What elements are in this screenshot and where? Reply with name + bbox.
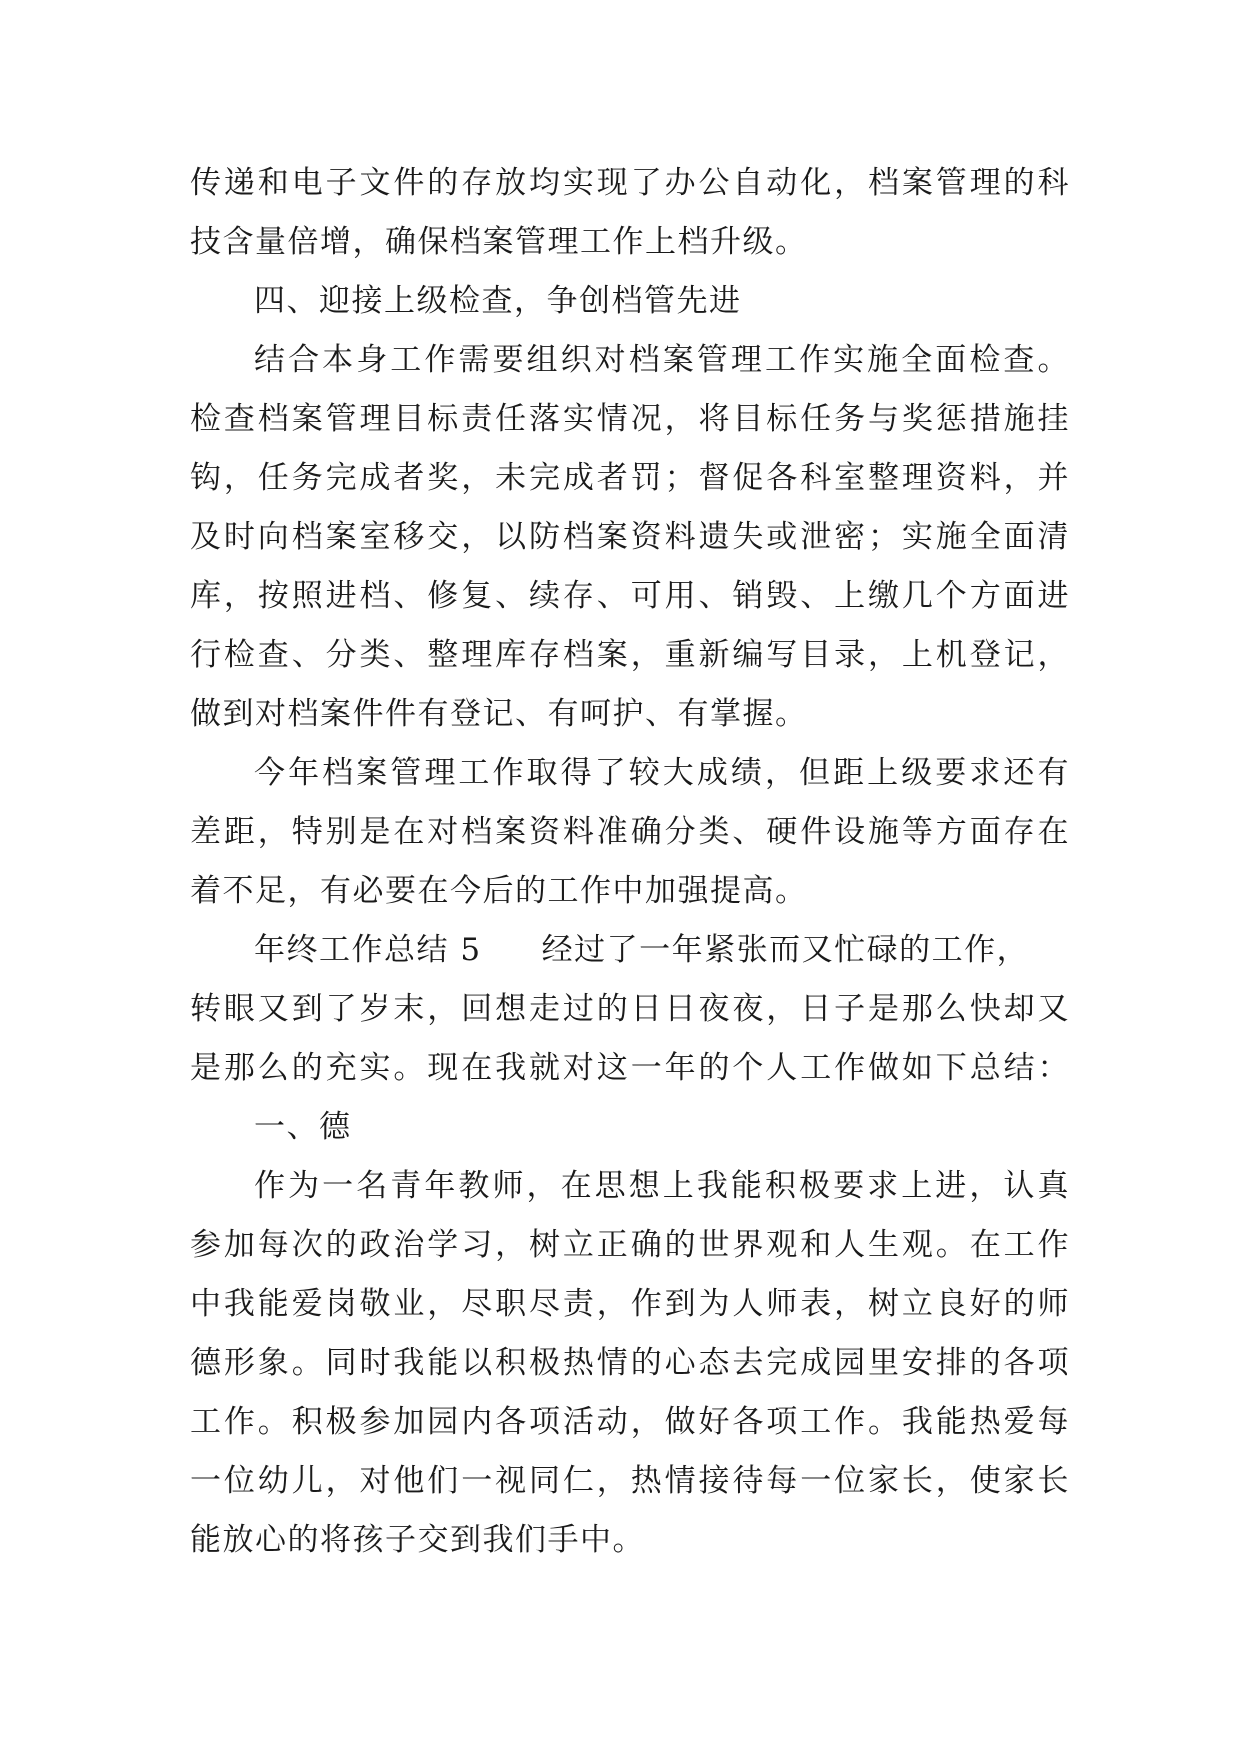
- text-line: 技含量倍增，确保档案管理工作上档升级。: [190, 224, 808, 260]
- text-line: 德形象。同时我能以积极热情的心态去完成园里安排的各项: [190, 1345, 1070, 1381]
- text-line: 做到对档案件件有登记、有呵护、有掌握。: [190, 696, 808, 732]
- text-line: 参加每次的政治学习，树立正确的世界观和人生观。在工作: [190, 1227, 1070, 1263]
- summary-heading-line: [190, 921, 1070, 980]
- text-line: 转眼又到了岁末，回想走过的日日夜夜，日子是那么快却又: [190, 991, 1070, 1027]
- text-span: 经过了一年紧张而又忙碌的工作，: [541, 932, 1030, 968]
- text-line: 行检查、分类、整理库存档案，重新编写目录，上机登记，: [190, 637, 1070, 673]
- text-line: 中我能爱岗敬业，尽职尽责，作到为人师表，树立良好的师: [190, 1286, 1070, 1322]
- section-heading: 四、迎接上级检查，争创档管先进: [254, 283, 742, 319]
- text-line: 一位幼儿，对他们一视同仁，热情接待每一位家长，使家长: [190, 1463, 1070, 1499]
- section-heading: 一、德: [254, 1109, 352, 1145]
- text-line: 是那么的充实。现在我就对这一年的个人工作做如下总结：: [190, 1050, 1070, 1086]
- text-line: 库，按照进档、修复、续存、可用、销毁、上缴几个方面进: [190, 578, 1070, 614]
- text-line: 及时向档案室移交，以防档案资料遗失或泄密；实施全面清: [190, 519, 1070, 555]
- text-line: 结合本身工作需要组织对档案管理工作实施全面检查。: [254, 342, 1070, 378]
- text-line: 钩，任务完成者奖，未完成者罚；督促各科室整理资料，并: [190, 460, 1070, 496]
- text-line: 检查档案管理目标责任落实情况，将目标任务与奖惩措施挂: [190, 401, 1070, 437]
- document-body: [190, 154, 1070, 1570]
- text-line: 能放心的将孩子交到我们手中。: [190, 1522, 645, 1558]
- text-line: 作为一名青年教师，在思想上我能积极要求上进，认真: [254, 1168, 1070, 1204]
- text-line: 今年档案管理工作取得了较大成绩，但距上级要求还有: [254, 755, 1070, 791]
- text-line: 工作。积极参加园内各项活动，做好各项工作。我能热爱每: [190, 1404, 1070, 1440]
- summary-heading: 年终工作总结 5: [254, 932, 482, 968]
- text-line: 着不足，有必要在今后的工作中加强提高。: [190, 873, 808, 909]
- text-line: 差距，特别是在对档案资料准确分类、硬件设施等方面存在: [190, 814, 1070, 850]
- text-line: 传递和电子文件的存放均实现了办公自动化，档案管理的科: [190, 165, 1070, 201]
